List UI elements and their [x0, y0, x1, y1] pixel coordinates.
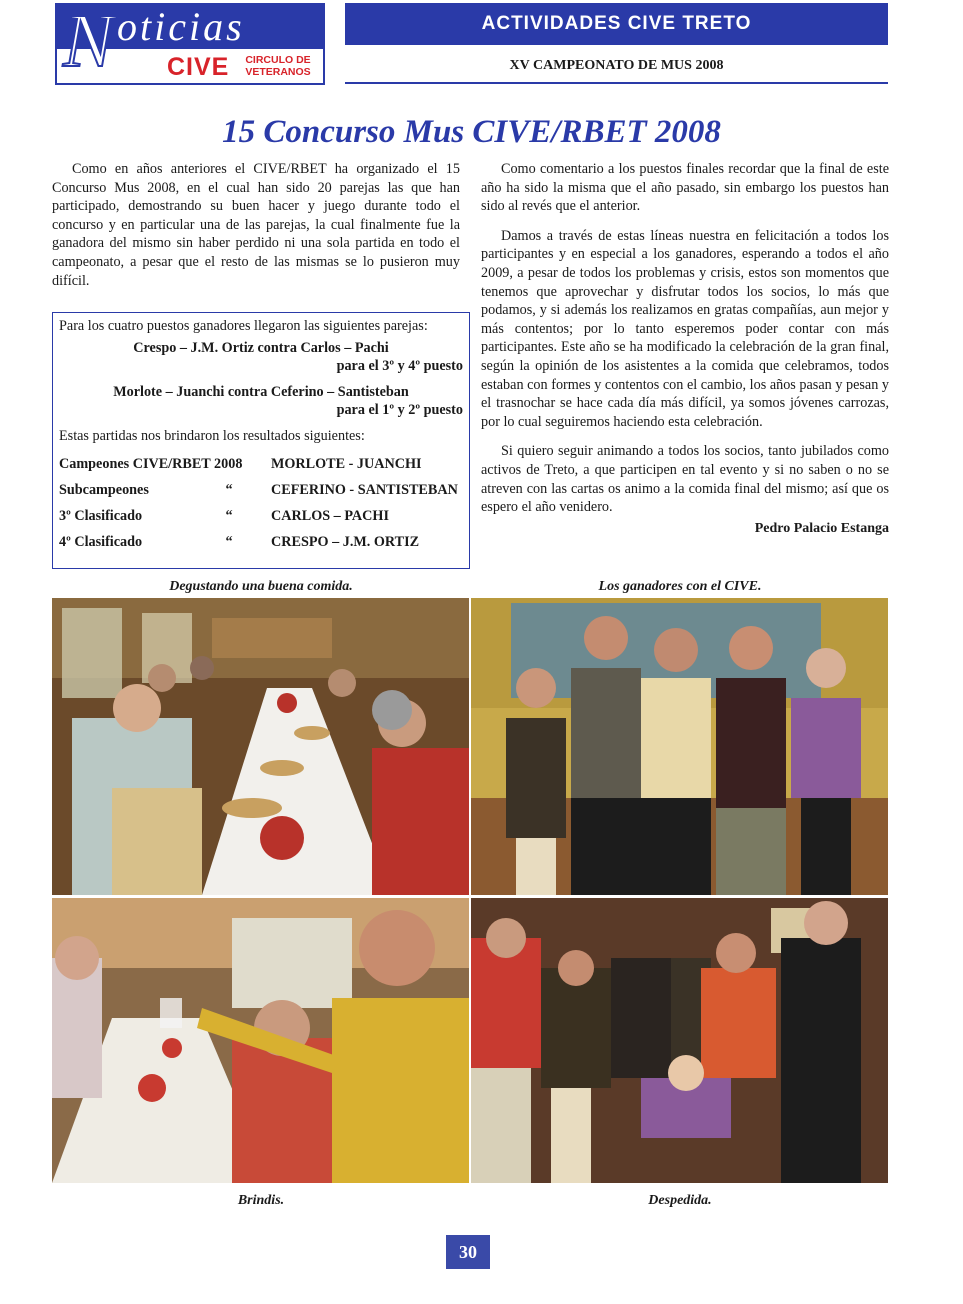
result-value: CARLOS – PACHI: [271, 508, 389, 524]
photo-caption: Brindis.: [237, 1193, 285, 1208]
page-number: 30: [446, 1235, 490, 1269]
logo: [55, 0, 325, 85]
logo-initial: N: [63, 0, 114, 83]
farewell-photo: [471, 898, 888, 1183]
result-row: [59, 451, 463, 477]
toast-photo: [52, 898, 469, 1183]
photo-caption: Degustando una buena comida.: [169, 579, 353, 594]
photo-caption: Los ganadores con el CIVE.: [598, 579, 762, 594]
results-intro: Estas partidas nos brindaron los resultados siguientes:: [59, 428, 365, 444]
result-ditto: “: [225, 534, 233, 550]
result-label: 4º Clasificado: [59, 534, 143, 550]
result-row: [59, 503, 463, 529]
results-box: [52, 312, 470, 569]
result-row: [59, 529, 463, 555]
match-place: para el 3º y 4º puesto: [336, 358, 463, 374]
result-ditto: “: [225, 508, 233, 524]
match-pairing: Morlote – Juanchi contra Ceferino – Santisteban: [113, 384, 409, 400]
logo-subtitle-line1: CIRCULO DE: [245, 54, 311, 66]
result-value: MORLOTE - JUANCHI: [271, 456, 422, 472]
intro-paragraph: Como en años anteriores el CIVE/RBET ha organizado el 15 Concurso Mus 2008, en el cual han sido 20 parejas las que han participado, demostrando su buen hacer y juego durante todo el concurso y en particular una de las parejas, la cual finalmente fue la ganadora del mismo sin haber perdido ni una sola partida en todo el campeonato, a pesar que el resto de las mismas se lo pusieron muy difícil.: [52, 161, 460, 289]
box-intro: Para los cuatro puestos ganadores llegaron las siguientes parejas:: [59, 318, 428, 334]
match-place: para el 1º y 2º puesto: [336, 402, 463, 418]
result-value: CRESPO – J.M. ORTIZ: [271, 534, 420, 550]
article-title: 15 Concurso Mus CIVE/RBET 2008: [222, 114, 721, 150]
result-ditto: “: [225, 482, 233, 498]
result-row: [59, 477, 463, 503]
logo-word: oticias: [117, 4, 245, 49]
author-signature: Pedro Palacio Estanga: [754, 520, 889, 536]
left-column: [52, 160, 460, 290]
photo-caption: Despedida.: [648, 1193, 712, 1208]
dinner-photo: [52, 598, 469, 895]
logo-subtitle-line2: VETERANOS: [245, 66, 311, 78]
logo-brand: CIVE: [167, 53, 230, 81]
winners-photo: [471, 598, 888, 895]
body-paragraph: Como comentario a los puestos finales recordar que la final de este año ha sido la misma que el año pasado, sin embargo los puestos han sido al revés que el anterior.: [481, 161, 889, 215]
logo-subtitle: [237, 54, 319, 78]
result-label: Campeones CIVE/RBET 2008: [59, 456, 243, 472]
right-column: [481, 160, 889, 537]
result-label: Subcampeones: [59, 482, 149, 498]
body-paragraph: Si quiero seguir animando a todos los socios, tanto jubilados como activos de Treto, a que participen en tal evento y si no saben o no se atreven con las cartas os animo a la comida final del mismo; así que os espero el año venidero.: [481, 443, 889, 516]
body-paragraph: Damos a través de estas líneas nuestra en felicitación a todos los participantes y en especial a los ganadores, esperando a todos el año 2009, a pesar de todos los problemas y crisis, estos son momentos que tenemos que aprovechar y disfrutar todos los socios, lo más que podamos, y si además los realizamos en gratas compañías, aun mejor y más contentos; por lo tanto esperemos poder contar con más participantes. Este año se ha modificado la celebración de la gran final, según la opinión de los asistentes a la comida que celebramos, todos estaban con formes y contentos con el cambio, los años pasan y pesan y el trasnochar se hace cada día más difícil, ya somos jóvenes carrozas, por lo cual seguiremos haciendo esta celebración.: [481, 227, 889, 430]
section-subtitle: XV CAMPEONATO DE MUS 2008: [345, 48, 888, 84]
result-value: CEFERINO - SANTISTEBAN: [271, 482, 458, 498]
result-label: 3º Clasificado: [59, 508, 143, 524]
match-pairing: Crespo – J.M. Ortiz contra Carlos – Pachi: [133, 340, 389, 356]
section-banner: ACTIVIDADES CIVE TRETO: [345, 3, 888, 45]
